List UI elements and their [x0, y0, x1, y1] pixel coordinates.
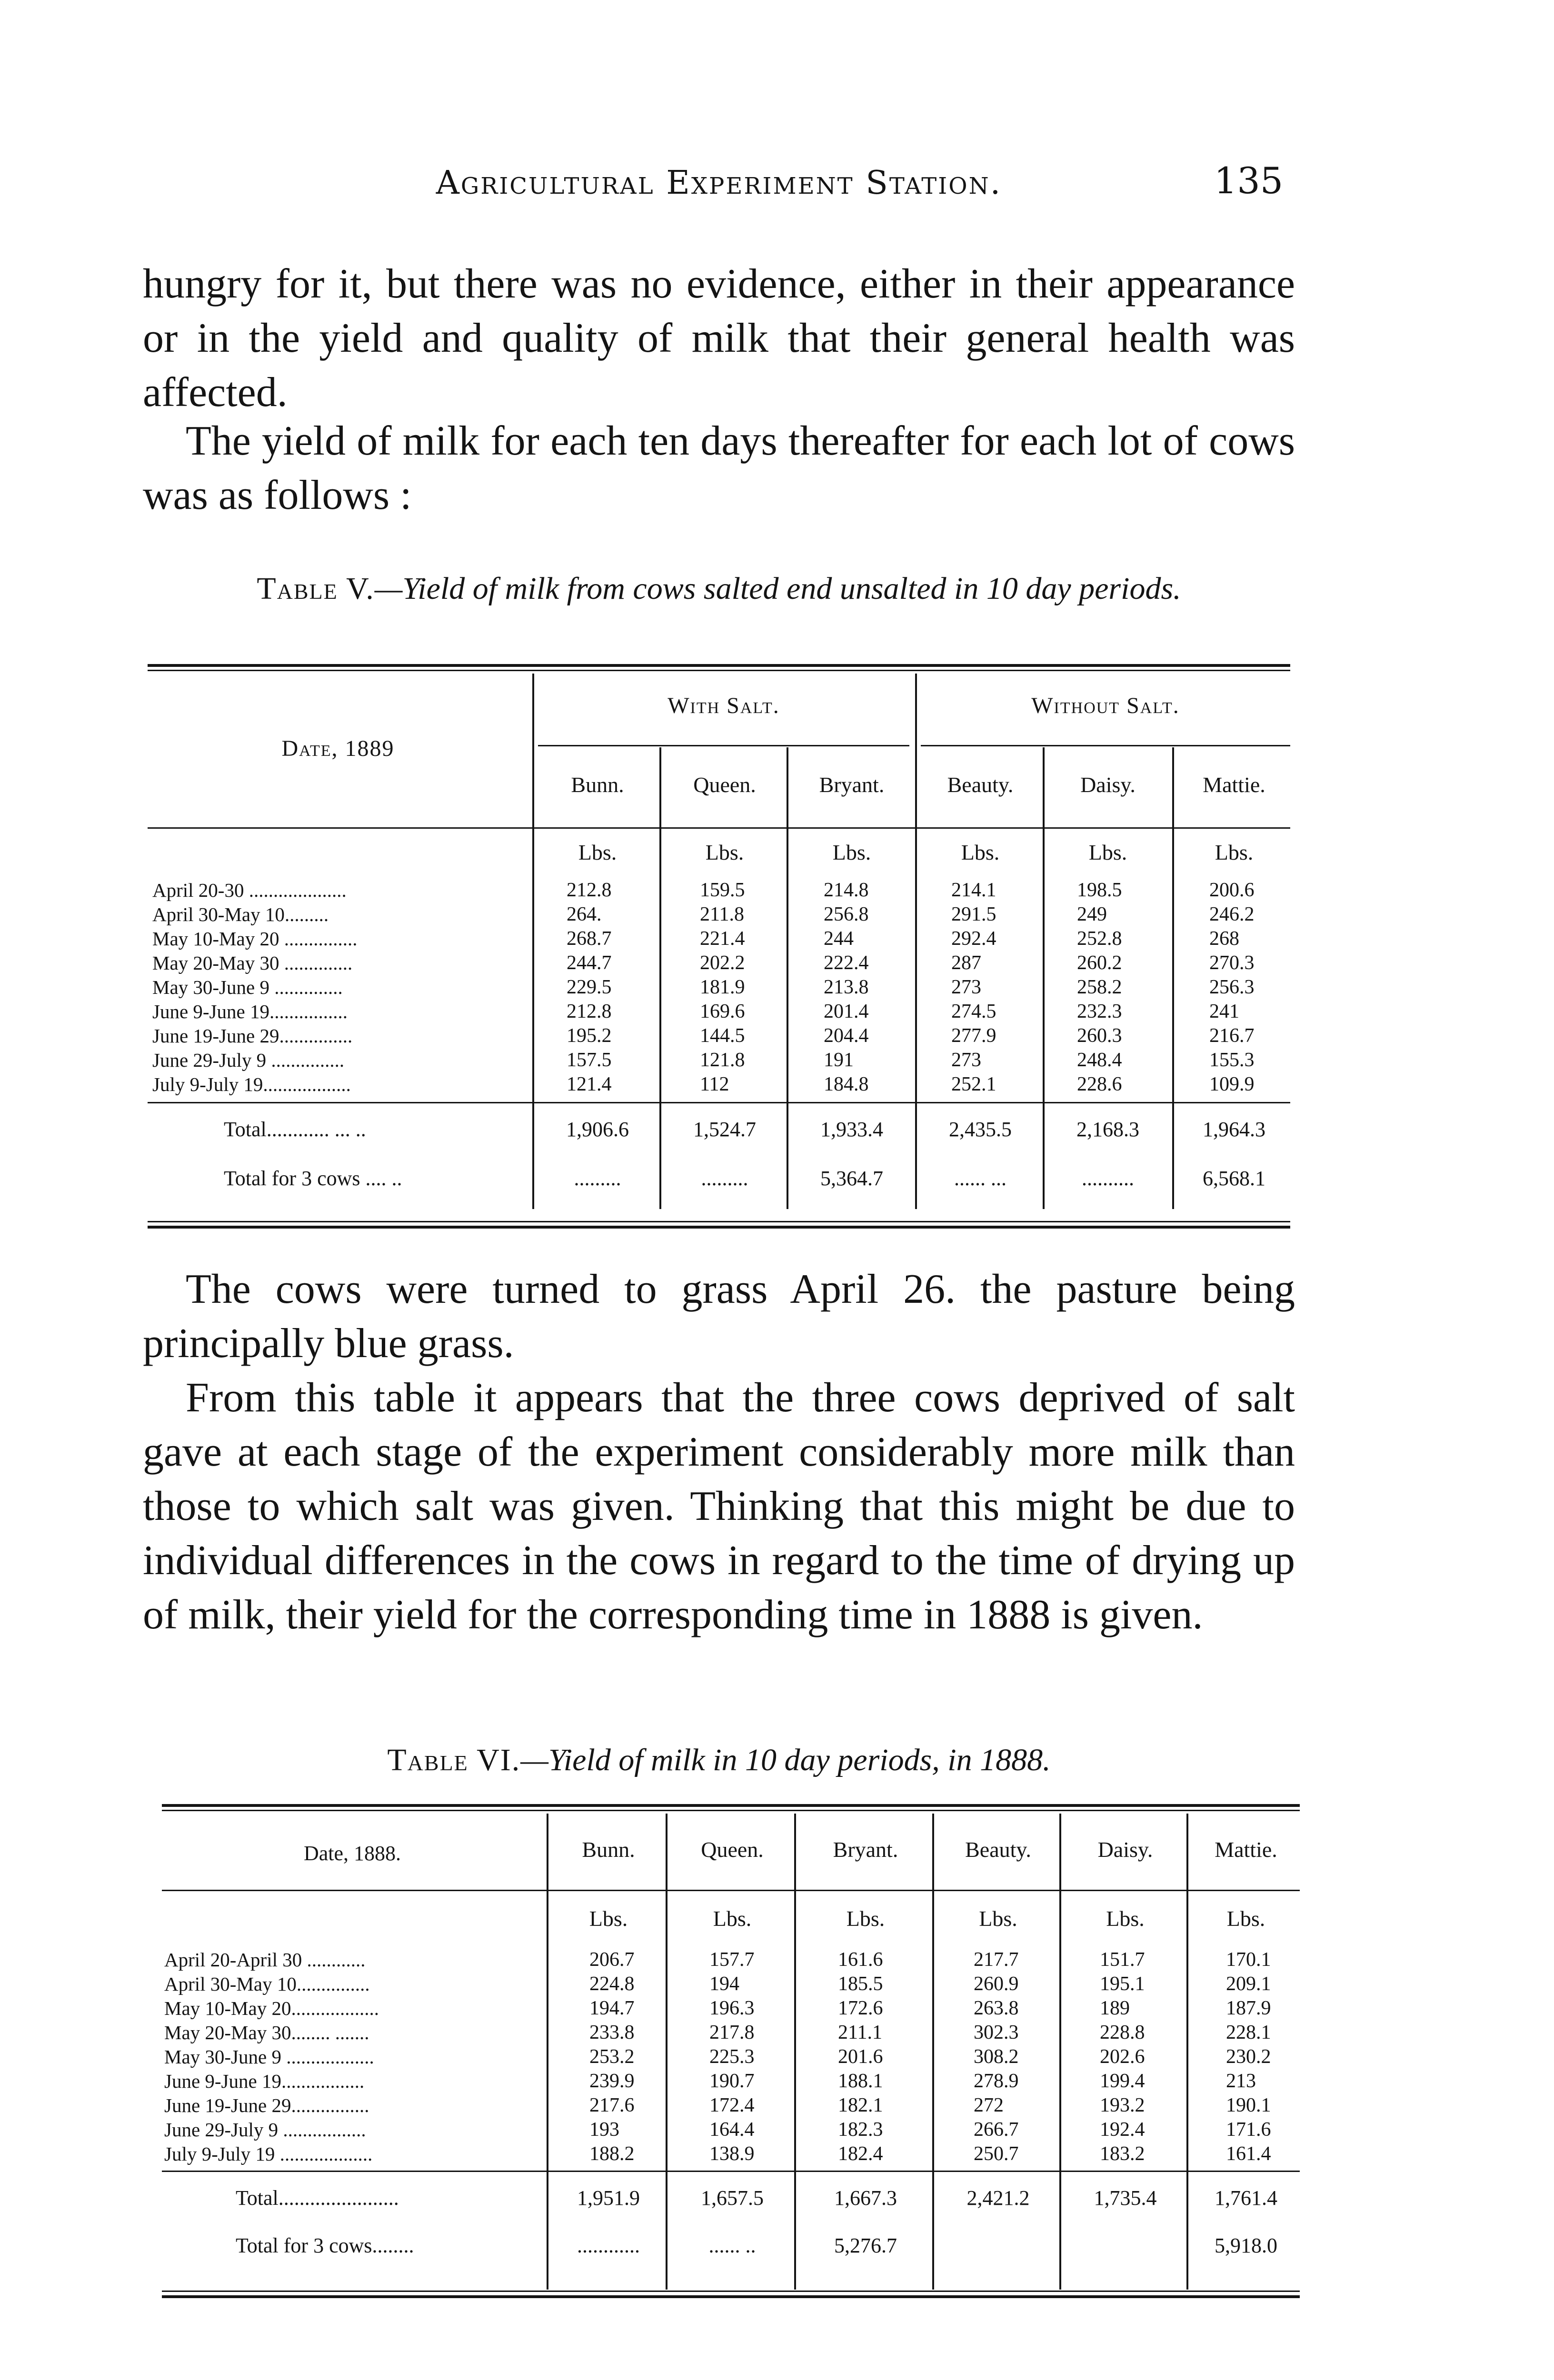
- table5-total-cell: 2,435.5: [949, 1118, 1012, 1141]
- table6-value-cell: 192.4: [1100, 2119, 1145, 2141]
- table6-value-cell: 194.7: [589, 1997, 635, 2019]
- table5-row-date: May 30-June 9 ..............: [152, 976, 343, 998]
- table5-value-cell: 228.6: [1077, 1073, 1122, 1095]
- table5-column-header: Daisy.: [1080, 773, 1136, 797]
- table5-unit-label: Lbs.: [961, 840, 1000, 864]
- table6-value-cell: 199.4: [1100, 2070, 1145, 2092]
- table6-row-date: June 29-July 9 .................: [164, 2119, 366, 2141]
- table6-value-cell: 195.1: [1100, 1973, 1145, 1995]
- table6-row-date: April 20-April 30 ............: [164, 1949, 366, 1971]
- table5-row-date: May 10-May 20 ...............: [152, 928, 358, 950]
- table6-vline: [932, 1814, 934, 2290]
- table5-value-cell: 241: [1209, 1001, 1239, 1022]
- table5-value-cell: 256.3: [1209, 976, 1255, 998]
- table6-vline: [1059, 1814, 1061, 2290]
- table6-value-cell: 138.9: [709, 2143, 755, 2165]
- table6-value-cell: 172.6: [838, 1997, 883, 2019]
- table6-row-date: July 9-July 19 ...................: [164, 2143, 373, 2165]
- table5-value-cell: 264.: [567, 903, 602, 925]
- table5-value-cell: 109.9: [1209, 1073, 1255, 1095]
- table6-value-cell: 188.2: [589, 2143, 635, 2165]
- table5-caption-lead: Table V.: [257, 571, 375, 606]
- table5-caption-title: —Yield of milk from cows salted end unsalted in 10 day periods.: [374, 571, 1181, 606]
- table6-value-cell: 151.7: [1100, 1949, 1145, 1971]
- table6-column-header: Mattie.: [1215, 1837, 1277, 1862]
- table6-value-cell: 253.2: [589, 2046, 635, 2068]
- table6-header-rule: [162, 1890, 1300, 1891]
- table5-value-cell: 155.3: [1209, 1049, 1255, 1071]
- table6-total3-cell: 5,918.0: [1215, 2234, 1277, 2257]
- table6-value-cell: 189: [1100, 1997, 1130, 2019]
- table5-value-cell: 292.4: [951, 928, 996, 950]
- table6-vline: [794, 1814, 796, 2290]
- table6-value-cell: 217.8: [709, 2022, 755, 2043]
- paragraph-grass: The cows were turned to grass April 26. the pasture being principally blue grass.: [143, 1266, 1295, 1367]
- table5-value-cell: 260.2: [1077, 952, 1122, 974]
- table6-value-cell: 266.7: [974, 2119, 1019, 2141]
- table5-total3-cell: .........: [701, 1167, 748, 1190]
- table6-total-rule: [162, 2171, 1300, 2172]
- table5-value-cell: 213.8: [824, 976, 869, 998]
- table6-row-date: May 20-May 30........ .......: [164, 2022, 369, 2043]
- table6-total3-cell: ...... ..: [708, 2234, 756, 2257]
- table6-value-cell: 190.1: [1226, 2094, 1271, 2116]
- table5-value-cell: 222.4: [824, 952, 869, 974]
- table6-date-column: [164, 1948, 540, 2166]
- table6-value-cell: 201.6: [838, 2046, 883, 2068]
- table5-value-cell: 198.5: [1077, 879, 1122, 901]
- table5-value-cell: 212.8: [567, 879, 612, 901]
- table5-total-cell: 2,168.3: [1076, 1118, 1139, 1141]
- table5-value-cell: 144.5: [700, 1025, 745, 1047]
- table6-date-header: Date, 1888.: [303, 1842, 401, 1865]
- table5-value-cell: 244.7: [567, 952, 612, 974]
- table6-value-cell: 190.7: [709, 2070, 755, 2092]
- table6-unit-label: Lbs.: [713, 1906, 752, 1931]
- table6-value-cell: 278.9: [974, 2070, 1019, 2092]
- table5-value-cell: 244: [824, 928, 854, 950]
- table6-row-date: June 9-June 19.................: [164, 2070, 365, 2092]
- table5-value-cell: 229.5: [567, 976, 612, 998]
- table5-row-date: June 19-June 29...............: [152, 1025, 353, 1047]
- table6-top-rule: [162, 1804, 1300, 1807]
- table5-value-cell: 200.6: [1209, 879, 1255, 901]
- table5-row-date: April 30-May 10.........: [152, 903, 329, 925]
- table5-value-cell: 256.8: [824, 903, 869, 925]
- table5-column-header: Queen.: [693, 773, 756, 797]
- table5-group-rule: [538, 745, 909, 746]
- table5-caption: [143, 571, 1295, 606]
- table6-vline: [666, 1814, 667, 2290]
- table6-value-cell: 250.7: [974, 2143, 1019, 2165]
- table5-value-cell: 246.2: [1209, 903, 1255, 925]
- table6-unit-label: Lbs.: [979, 1906, 1017, 1931]
- table6-value-cell: 157.7: [709, 1949, 755, 1971]
- table6-value-cell: 196.3: [709, 1997, 755, 2019]
- table6-total-cell: 1,951.9: [577, 2186, 640, 2210]
- table6-value-cell: 194: [709, 1973, 739, 1995]
- table5-value-cell: 216.7: [1209, 1025, 1255, 1047]
- table6-unit-label: Lbs.: [1106, 1906, 1145, 1931]
- table5-total-cell: 1,524.7: [693, 1118, 756, 1141]
- table6-value-cell: 161.4: [1226, 2143, 1271, 2165]
- table6-value-cell: 308.2: [974, 2046, 1019, 2068]
- table5-value-cell: 191: [824, 1049, 854, 1071]
- table5-value-cell: 291.5: [951, 903, 996, 925]
- table6-top-rule-thin: [162, 1810, 1300, 1811]
- table5-value-cell: 287: [951, 952, 981, 974]
- table6-total-cell: 1,761.4: [1215, 2186, 1277, 2210]
- table5-unit-label: Lbs.: [832, 840, 871, 864]
- table5-top-rule-thin: [148, 670, 1290, 671]
- table6-value-cell: 182.3: [838, 2119, 883, 2141]
- table5-unit-label: Lbs.: [1215, 840, 1254, 864]
- table5-value-cell: 201.4: [824, 1001, 869, 1022]
- table5-value-cell: 202.2: [700, 952, 745, 974]
- table5-group-rule: [921, 745, 1290, 746]
- table6-row-date: May 30-June 9 ..................: [164, 2046, 374, 2068]
- table5-value-cell: 169.6: [700, 1001, 745, 1022]
- table6-value-cell: 188.1: [838, 2070, 883, 2092]
- table6-value-cell: 228.1: [1226, 2022, 1271, 2043]
- table5-vline: [787, 747, 788, 1209]
- table5-value-cell: 211.8: [700, 903, 744, 925]
- table5-value-cell: 214.1: [951, 879, 996, 901]
- table5-unit-label: Lbs.: [578, 840, 617, 864]
- table6-vline: [547, 1814, 548, 2290]
- table6-value-cell: 233.8: [589, 2022, 635, 2043]
- table6-value-cell: 170.1: [1226, 1949, 1271, 1971]
- table5-value-cell: 112: [700, 1073, 729, 1095]
- table5-row-date: May 20-May 30 ..............: [152, 952, 353, 974]
- table5-total3-label: Total for 3 cows .... ..: [224, 1167, 402, 1190]
- table6-total-cell: 1,735.4: [1094, 2186, 1157, 2210]
- table5-total3-cell: ...... ...: [954, 1167, 1006, 1190]
- table6-unit-label: Lbs.: [846, 1906, 885, 1931]
- table5-row-date: April 20-30 ....................: [152, 879, 347, 901]
- table5-total-cell: 1,906.6: [566, 1118, 629, 1141]
- paragraph-continuation: hungry for it, but there was no evidence, either in their appearance or in the yield and quality of milk that their general health was affected.: [143, 261, 1295, 416]
- paragraph-yield-intro: The yield of milk for each ten days thereafter for each lot of cows was as follows :: [143, 418, 1295, 518]
- table6-value-cell: 161.6: [838, 1949, 883, 1971]
- table5-value-cell: 270.3: [1209, 952, 1255, 974]
- table5-value-cell: 195.2: [567, 1025, 612, 1047]
- table5-value-cell: 273: [951, 976, 981, 998]
- table6-value-cell: 202.6: [1100, 2046, 1145, 2068]
- table6-value-cell: 209.1: [1226, 1973, 1271, 1995]
- table5-value-cell: 184.8: [824, 1073, 869, 1095]
- table5-column-header: Beauty.: [947, 773, 1014, 797]
- table5-date-column: [152, 878, 524, 1097]
- page-number: 135: [1214, 159, 1284, 202]
- table5-value-cell: 212.8: [567, 1001, 612, 1022]
- table6-value-cell: 193: [589, 2119, 619, 2141]
- table5-value-cell: 204.4: [824, 1025, 869, 1047]
- table6-column-header: Beauty.: [965, 1837, 1031, 1862]
- table5-vline: [532, 674, 534, 1209]
- table5-value-cell: 214.8: [824, 879, 869, 901]
- table6-value-cell: 217.7: [974, 1949, 1019, 1971]
- table6-row-date: April 30-May 10...............: [164, 1973, 370, 1995]
- table6-total3-cell: 5,276.7: [834, 2234, 897, 2257]
- table6-value-cell: 272: [974, 2094, 1004, 2116]
- table6-value-cell: 260.9: [974, 1973, 1019, 1995]
- table5-value-cell: 248.4: [1077, 1049, 1122, 1071]
- table6-caption-lead: Table VI.: [387, 1743, 521, 1777]
- table5-total3-cell: .........: [574, 1167, 621, 1190]
- table6-value-cell: 302.3: [974, 2022, 1019, 2043]
- table6-value-cell: 172.4: [709, 2094, 755, 2116]
- table6-row-date: May 10-May 20..................: [164, 1997, 379, 2019]
- table5-value-cell: 268.7: [567, 928, 612, 950]
- table5-value-cell: 181.9: [700, 976, 745, 998]
- table5-value-cell: 121.8: [700, 1049, 745, 1071]
- table6-column-header: Bryant.: [833, 1837, 898, 1862]
- table5-value-cell: 252.1: [951, 1073, 996, 1095]
- table6-value-cell: 171.6: [1226, 2119, 1271, 2141]
- table5-date-header: Date, 1889: [281, 736, 395, 761]
- table5-total-rule: [148, 1102, 1290, 1103]
- table6-value-cell: 164.4: [709, 2119, 755, 2141]
- table6-value-cell: 224.8: [589, 1973, 635, 1995]
- table6-caption: [143, 1742, 1295, 1778]
- table6-value-cell: 230.2: [1226, 2046, 1271, 2068]
- table6-value-cell: 211.1: [838, 2022, 882, 2043]
- table6-row-date: June 19-June 29................: [164, 2094, 369, 2116]
- table6-value-cell: 182.4: [838, 2143, 883, 2165]
- table6-column-header: Bunn.: [582, 1837, 635, 1862]
- table6-bottom-rule-thin: [162, 2291, 1300, 2292]
- table6-unit-label: Lbs.: [589, 1906, 628, 1931]
- table5-column-header: Mattie.: [1203, 773, 1265, 797]
- table6-value-cell: 239.9: [589, 2070, 635, 2092]
- table6-total3-cell: ............: [577, 2234, 640, 2257]
- table5-value-cell: 277.9: [951, 1025, 996, 1047]
- table5-vline: [659, 747, 661, 1209]
- table5-value-cell: 157.5: [567, 1049, 612, 1071]
- table6-value-cell: 193.2: [1100, 2094, 1145, 2116]
- table5-bottom-rule: [148, 1226, 1290, 1229]
- table5-group-with-salt: With Salt.: [667, 693, 780, 718]
- table5-vline: [915, 674, 917, 1209]
- table6-value-cell: 182.1: [838, 2094, 883, 2116]
- table5-value-cell: 232.3: [1077, 1001, 1122, 1022]
- table5-value-cell: 221.4: [700, 928, 745, 950]
- paragraph-comparison: From this table it appears that the three cows deprived of salt gave at each stage of the experiment considerably more milk than those to which salt was given. Thinking that this might be due to individual differences in the cows in regard to the time of drying up of milk, their yield for the corresponding time in 1888 is given.: [143, 1375, 1295, 1638]
- table5-value-cell: 260.3: [1077, 1025, 1122, 1047]
- table5-total3-cell: ..........: [1082, 1167, 1134, 1190]
- table6-total-cell: 1,657.5: [701, 2186, 764, 2210]
- table5-unit-label: Lbs.: [1088, 840, 1127, 864]
- table6-value-cell: 213: [1226, 2070, 1256, 2092]
- table5-value-cell: 274.5: [951, 1001, 996, 1022]
- table5-header-rule: [148, 827, 1290, 829]
- table5-column-header: Bryant.: [819, 773, 885, 797]
- table5-value-cell: 258.2: [1077, 976, 1122, 998]
- table5-total3-cell: 6,568.1: [1203, 1167, 1265, 1190]
- table6-value-cell: 228.8: [1100, 2022, 1145, 2043]
- table5-value-cell: 273: [951, 1049, 981, 1071]
- table6-value-cell: 217.6: [589, 2094, 635, 2116]
- table6-total-label: Total.......................: [236, 2186, 399, 2210]
- table5-total-cell: 1,964.3: [1203, 1118, 1265, 1141]
- table6-value-cell: 183.2: [1100, 2143, 1145, 2165]
- table5-vline: [1043, 747, 1045, 1209]
- table6-vline: [1186, 1814, 1188, 2290]
- table6-value-cell: 185.5: [838, 1973, 883, 1995]
- table5-row-date: June 9-June 19................: [152, 1001, 348, 1022]
- table6-unit-label: Lbs.: [1226, 1906, 1265, 1931]
- table6-caption-title: —Yield of milk in 10 day periods, in 1888.: [520, 1743, 1051, 1777]
- running-head: Agricultural Experiment Station.: [436, 164, 1002, 202]
- table5-group-without-salt: Without Salt.: [1031, 693, 1180, 718]
- table6-total3-label: Total for 3 cows........: [236, 2234, 414, 2257]
- table5-total-label: Total............ ... ..: [224, 1118, 366, 1141]
- table5-value-cell: 268: [1209, 928, 1239, 950]
- table5-value-cell: 159.5: [700, 879, 745, 901]
- table5-total3-cell: 5,364.7: [820, 1167, 883, 1190]
- table5-bottom-rule-thin: [148, 1221, 1290, 1222]
- table6-total-cell: 2,421.2: [966, 2186, 1030, 2210]
- table6-total-cell: 1,667.3: [834, 2186, 897, 2210]
- table6-bottom-rule: [162, 2295, 1300, 2298]
- table5-value-cell: 121.4: [567, 1073, 612, 1095]
- table5-top-rule: [148, 664, 1290, 667]
- table5-column-header: Bunn.: [571, 773, 624, 797]
- table6-value-cell: 206.7: [589, 1949, 635, 1971]
- table6-value-cell: 187.9: [1226, 1997, 1271, 2019]
- table6-column-header: Daisy.: [1097, 1837, 1153, 1862]
- table5-value-cell: 249: [1077, 903, 1107, 925]
- table5-value-cell: 252.8: [1077, 928, 1122, 950]
- table6-value-cell: 225.3: [709, 2046, 755, 2068]
- table5-row-date: July 9-July 19..................: [152, 1073, 351, 1095]
- table6-column-header: Queen.: [701, 1837, 764, 1862]
- table5-unit-label: Lbs.: [705, 840, 744, 864]
- table5-total-cell: 1,933.4: [820, 1118, 883, 1141]
- table6-value-cell: 263.8: [974, 1997, 1019, 2019]
- table5-row-date: June 29-July 9 ...............: [152, 1049, 345, 1071]
- table5-vline: [1172, 747, 1174, 1209]
